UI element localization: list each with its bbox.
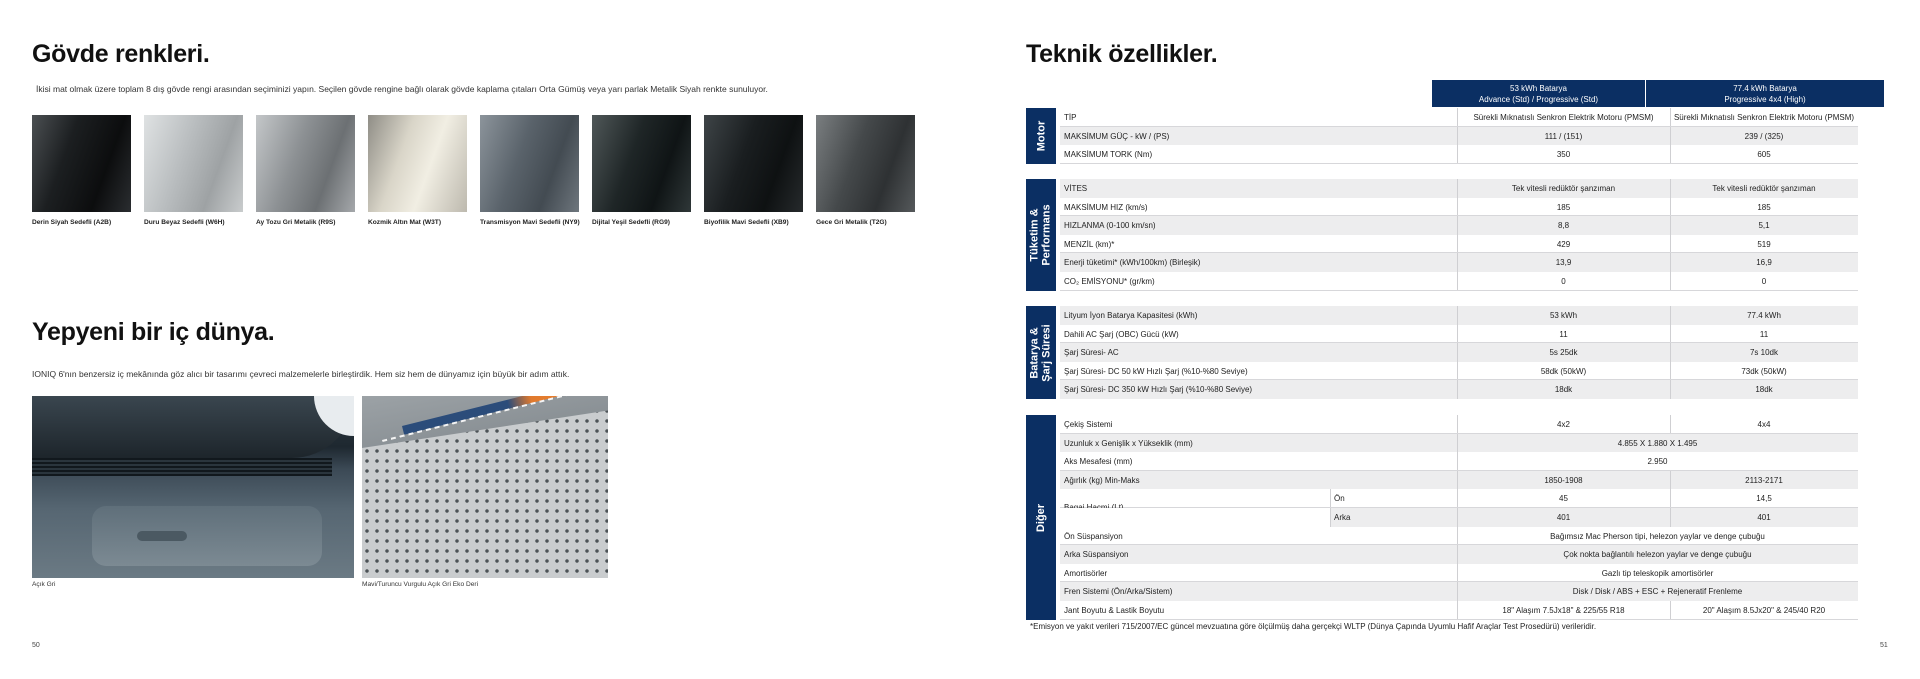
table-row: Arka Süspansiyon Çok nokta bağlantılı helezon yaylar ve denge çubuğu xyxy=(1060,545,1858,564)
colors-title: Gövde renkleri. xyxy=(32,40,210,68)
column-header-line: Advance (Std) / Progressive (Std) xyxy=(1478,95,1599,104)
specs-title: Teknik özellikler. xyxy=(1026,40,1218,68)
table-row: Ön Süspansiyon Bağımsız Mac Pherson tipi, helezon yaylar ve denge çubuğu xyxy=(1060,527,1858,546)
table-row: MAKSİMUM HIZ (km/s) 185 185 xyxy=(1060,198,1858,217)
swatch-transmisyon-mavi[interactable] xyxy=(480,115,579,226)
footnote: *Emisyon ve yakıt verileri 715/2007/EC güncel mevzuatına göre ölçülmüş daha gerçekçi WLTP (Dünya Çapında Uyumlu Hafif Araçlar Test Prosedürü) verileridir. xyxy=(1030,622,1597,631)
swatch-dijital-yesil[interactable] xyxy=(592,115,691,226)
swatch-caption: Transmisyon Mavi Sedefli (NY9) xyxy=(480,219,580,226)
table-row: Şarj Süresi- AC 5s 25dk 7s 10dk xyxy=(1060,343,1858,362)
table-row: Şarj Süresi- DC 50 kW Hızlı Şarj (%10-%80 Seviye) 58dk (50kW) 73dk (50kW) xyxy=(1060,362,1858,381)
swatch-chip xyxy=(704,115,803,212)
table-row: HIZLANMA (0-100 km/sn) 8,8 5,1 xyxy=(1060,216,1858,235)
swatch-chip xyxy=(592,115,691,212)
table-row: MAKSİMUM TORK (Nm) 350 605 xyxy=(1060,145,1858,164)
interior-title: Yepyeni bir iç dünya. xyxy=(32,318,275,346)
group-label-other: Diğer xyxy=(1026,415,1056,620)
table-row: Aks Mesafesi (mm) 2.950 xyxy=(1060,452,1858,471)
table-row: Dahili AC Şarj (OBC) Gücü (kW) 11 11 xyxy=(1060,325,1858,344)
table-row: Ön 45 14,5 xyxy=(1060,489,1858,508)
swatch-chip xyxy=(480,115,579,212)
page-number-left: 50 xyxy=(32,642,40,649)
table-row: Şarj Süresi- DC 350 kW Hızlı Şarj (%10-%80 Seviye) 18dk 18dk xyxy=(1060,380,1858,399)
swatch-caption: Biyofilik Mavi Sedefli (XB9) xyxy=(704,219,789,226)
column-header-line: 77.4 kWh Batarya xyxy=(1733,84,1797,93)
swatch-caption: Derin Siyah Sedefli (A2B) xyxy=(32,219,112,226)
table-row: Çekiş Sistemi 4x2 4x4 xyxy=(1060,415,1858,434)
table-row: Lityum İyon Batarya Kapasitesi (kWh) 53 kWh 77.4 kWh xyxy=(1060,306,1858,325)
column-header-53kwh xyxy=(1432,80,1645,107)
swatch-caption: Dijital Yeşil Sedefli (RG9) xyxy=(592,219,670,226)
swatch-caption: Kozmik Altın Mat (W3T) xyxy=(368,219,442,226)
column-header-line: 53 kWh Batarya xyxy=(1510,84,1567,93)
swatch-caption: Ay Tozu Gri Metalik (R9S) xyxy=(256,219,336,226)
interior-photo-eco-leather xyxy=(362,396,608,578)
swatch-chip xyxy=(368,115,467,212)
swatch-chip xyxy=(256,115,355,212)
table-row: MENZİL (km)* 429 519 xyxy=(1060,235,1858,254)
swatch-biyofilik-mavi[interactable] xyxy=(704,115,803,226)
swatch-chip xyxy=(32,115,131,212)
swatch-ay-tozu-gri[interactable] xyxy=(256,115,355,226)
swatch-chip xyxy=(816,115,915,212)
swatch-kozmik-altin[interactable] xyxy=(368,115,467,226)
table-row: Jant Boyutu & Lastik Boyutu 18" Alaşım 7.5Jx18" & 225/55 R18 20" Alaşım 8.5Jx20" & 245/40 R20 xyxy=(1060,601,1858,620)
color-swatches xyxy=(32,115,915,226)
table-row: CO₂ EMİSYONU* (gr/km) 0 0 xyxy=(1060,272,1858,291)
table-row: MAKSİMUM GÜÇ - kW / (PS) 111 / (151) 239 / (325) xyxy=(1060,127,1858,146)
column-header-77kwh xyxy=(1646,80,1884,107)
group-label-consumption: Tüketim & Performans xyxy=(1026,179,1056,291)
table-row: Fren Sistemi (Ön/Arka/Sistem) Disk / Disk / ABS + ESC + Rejeneratif Frenleme xyxy=(1060,582,1858,601)
group-label-battery: Batarya & Şarj Süresi xyxy=(1026,306,1056,399)
interior-photo-light-grey xyxy=(32,396,354,578)
table-row: VİTES Tek vitesli redüktör şanzıman Tek vitesli redüktör şanzıman xyxy=(1060,179,1858,198)
photo2-caption: Mavi/Turuncu Vurgulu Açık Gri Eko Deri xyxy=(362,581,479,588)
swatch-derin-siyah[interactable] xyxy=(32,115,131,226)
interior-intro: IONIQ 6'nın benzersiz iç mekânında göz alıcı bir tasarımı çevreci malzemelerle birleştirdik. Hem siz hem de dünyamız için büyük bir adım attık. xyxy=(32,369,570,379)
swatch-duru-beyaz[interactable] xyxy=(144,115,243,226)
photo1-caption: Açık Gri xyxy=(32,581,56,588)
table-row: Ağırlık (kg) Min-Maks 1850-1908 2113-2171 xyxy=(1060,471,1858,490)
colors-intro: İkisi mat olmak üzere toplam 8 dış gövde rengi arasından seçiminizi yapın. Seçilen gövde rengine bağlı olarak gövde kaplama çıtaları Orta Gümüş veya yarı parlak Metalik Siyah renkte sunuluyor. xyxy=(36,84,768,94)
table-row: Enerji tüketimi* (kWh/100km) (Birleşik) 13,9 16,9 xyxy=(1060,253,1858,272)
table-row: Amortisörler Gazlı tip teleskopik amortisörler xyxy=(1060,564,1858,583)
page-number-right: 51 xyxy=(1880,642,1888,649)
column-header-line: Progressive 4x4 (High) xyxy=(1724,95,1806,104)
table-row: Uzunluk x Genişlik x Yükseklik (mm) 4.855 X 1.880 X 1.495 xyxy=(1060,434,1858,453)
swatch-chip xyxy=(144,115,243,212)
swatch-gece-gri[interactable] xyxy=(816,115,915,226)
table-row: Arka 401 401 xyxy=(1060,508,1858,527)
swatch-caption: Duru Beyaz Sedefli (W6H) xyxy=(144,219,225,226)
swatch-caption: Gece Gri Metalik (T2G) xyxy=(816,219,887,226)
group-label-motor: Motor xyxy=(1026,108,1056,164)
table-row: TİP Sürekli Mıknatıslı Senkron Elektrik Motoru (PMSM) Sürekli Mıknatıslı Senkron Elektrik Motoru (PMSM) xyxy=(1060,108,1858,127)
